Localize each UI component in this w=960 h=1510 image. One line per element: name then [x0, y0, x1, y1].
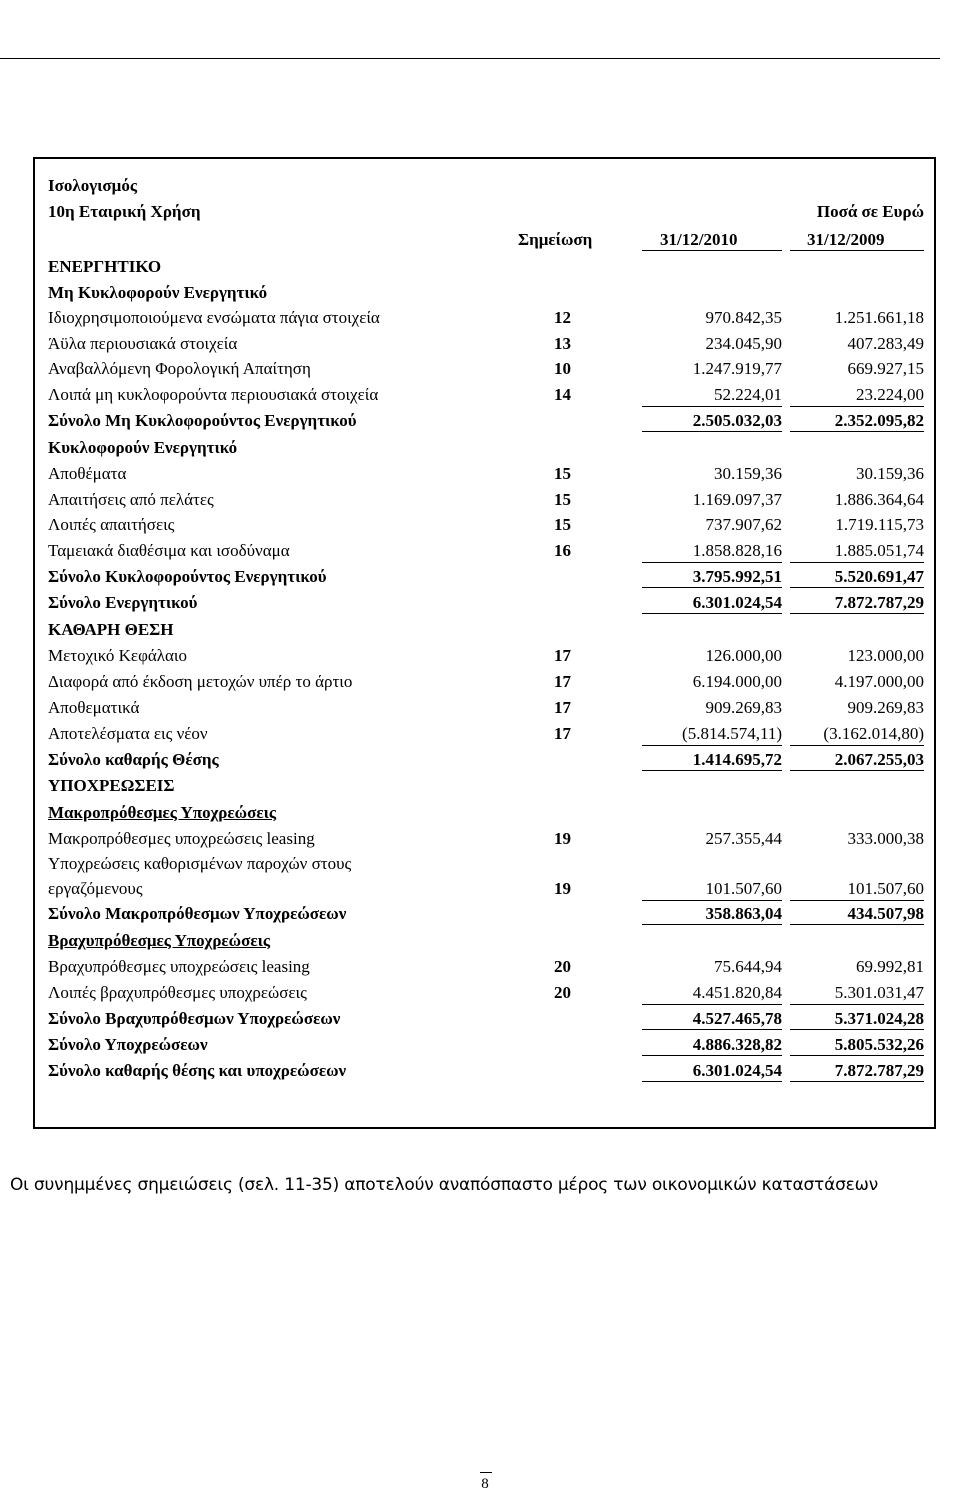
- row-note: 13: [554, 334, 571, 353]
- row-label: Άϋλα περιουσιακά στοιχεία: [48, 334, 238, 353]
- subtotal-rule: [642, 562, 782, 563]
- row-label: Μακροπρόθεσμες Υποχρεώσεις: [48, 803, 277, 822]
- row-note: 20: [554, 957, 571, 976]
- footer-note: Οι συνημμένες σημειώσεις (σελ. 11-35) αποτελούν αναπόσπαστο μέρος των οικονομικών καταστάσεων: [10, 1175, 878, 1195]
- row-value-2010: (5.814.574,11): [682, 724, 782, 743]
- statement-subtitle: 10η Εταιρική Χρήση: [48, 202, 201, 221]
- row-label: Μετοχικό Κεφάλαιο: [48, 646, 188, 665]
- row-note: 20: [554, 983, 571, 1002]
- subtotal-rule: [642, 1004, 782, 1005]
- row-value-2009: 7.872.787,29: [790, 590, 924, 616]
- table-row: [48, 643, 924, 669]
- row-value-2009: 2.352.095,82: [790, 408, 924, 434]
- row-label: εργαζόμενους: [48, 879, 143, 898]
- row-value-2010: 4.527.465,78: [642, 1006, 782, 1032]
- table-row: [48, 980, 924, 1006]
- row-label: Σύνολο Υποχρεώσεων: [48, 1035, 208, 1054]
- row-value-2009: 123.000,00: [847, 646, 924, 665]
- row-note: 16: [554, 541, 571, 560]
- row-value-2010: 6.301.024,54: [642, 1058, 782, 1084]
- subtotal-rule: [642, 745, 782, 746]
- row-value-2009: 4.197.000,00: [834, 672, 924, 691]
- row-label: Σύνολο Μακροπρόθεσμων Υποχρεώσεων: [48, 904, 347, 923]
- row-value-2010: 4.886.328,82: [642, 1032, 782, 1058]
- subtotal-rule: [790, 1004, 924, 1005]
- page-number: 8: [470, 1476, 500, 1493]
- row-label: Λοιπές βραχυπρόθεσμες υποχρεώσεις: [48, 983, 307, 1002]
- row-value-2010: 1.247.919,77: [692, 359, 782, 378]
- table-row: [48, 254, 924, 280]
- table-row: [48, 564, 924, 590]
- row-label: Λοιπές απαιτήσεις: [48, 515, 175, 534]
- company-name: ΑΚΑΡΠΟΡΤ Α.Ε.: [8, 22, 171, 46]
- table-row: [48, 280, 924, 306]
- row-value-2010: 1.169.097,37: [692, 490, 782, 509]
- subtotal-rule: [790, 406, 924, 407]
- row-note: 17: [554, 698, 571, 717]
- row-value-2009: 909.269,83: [847, 698, 924, 717]
- table-row: [48, 747, 924, 773]
- row-value-2010: 1.858.828,16: [692, 541, 782, 560]
- row-value-2009: 5.301.031,47: [834, 983, 924, 1002]
- row-label: Αποθέματα: [48, 464, 127, 483]
- row-value-2010: 30.159,36: [714, 464, 782, 483]
- column-header-2010: 31/12/2010: [660, 230, 738, 249]
- table-row: [48, 954, 924, 980]
- title-line-2-prefix: ΤΗΣ 31: [674, 39, 739, 60]
- row-value-2010: 234.045,90: [705, 334, 782, 353]
- row-value-2010: 6.301.024,54: [642, 590, 782, 616]
- row-value-2009: 333.000,38: [847, 829, 924, 848]
- row-label: Σύνολο Ενεργητικού: [48, 593, 198, 612]
- row-value-2010: 970.842,35: [705, 308, 782, 327]
- row-label: ΕΝΕΡΓΗΤΙΚΟ: [48, 257, 162, 276]
- column-rule-2009: [790, 250, 924, 251]
- row-note: 12: [554, 308, 571, 327]
- row-value-2009: 1.885.051,74: [834, 541, 924, 560]
- row-value-2009: 5.805.532,26: [790, 1032, 924, 1058]
- title-line-1: ΟΙΚΟΝΟΜΙΚΕΣ ΚΑΤΑΣΤΑΣΕΙΣ: [617, 4, 930, 28]
- table-row: [48, 305, 924, 331]
- row-value-2010: 1.414.695,72: [642, 747, 782, 773]
- table-row: [48, 1058, 924, 1084]
- row-label: Βραχυπρόθεσμες υποχρεώσεις leasing: [48, 957, 310, 976]
- row-note: 17: [554, 672, 571, 691]
- table-row: [48, 901, 924, 927]
- table-row: [48, 538, 924, 564]
- statement-title: Ισολογισμός: [48, 176, 137, 195]
- row-label: Μακροπρόθεσμες υποχρεώσεις leasing: [48, 829, 315, 848]
- table-row: [48, 851, 924, 877]
- row-note: 10: [554, 359, 571, 378]
- header-rule: [0, 58, 940, 59]
- row-value-2009: 5.371.024,28: [790, 1006, 924, 1032]
- table-row: [48, 669, 924, 695]
- table-row: [48, 408, 924, 434]
- table-row: [48, 1032, 924, 1058]
- title-line-2-superscript: ΗΣ: [738, 38, 754, 50]
- row-value-2010: 75.644,94: [714, 957, 782, 976]
- table-row: [48, 928, 924, 954]
- row-value-2009: 669.927,15: [847, 359, 924, 378]
- row-value-2010: 737.907,62: [705, 515, 782, 534]
- row-label: Ιδιοχρησιμοποιούμενα ενσώματα πάγια στοιχεία: [48, 308, 380, 327]
- row-label: Κυκλοφορούν Ενεργητικό: [48, 438, 238, 457]
- row-note: 19: [554, 829, 571, 848]
- table-row: [48, 721, 924, 747]
- table-row: [48, 695, 924, 721]
- row-value-2009: 30.159,36: [856, 464, 924, 483]
- row-label: Μη Κυκλοφορούν Ενεργητικό: [48, 283, 268, 302]
- row-value-2009: 1.886.364,64: [834, 490, 924, 509]
- row-value-2009: 23.224,00: [856, 385, 924, 404]
- row-value-2010: 257.355,44: [705, 829, 782, 848]
- table-row: [48, 487, 924, 513]
- amounts-label: Ποσά σε Ευρώ: [816, 202, 924, 221]
- row-value-2009: 2.067.255,03: [790, 747, 924, 773]
- row-value-2010: 3.795.992,51: [642, 564, 782, 590]
- table-row: [48, 773, 924, 799]
- row-label: Σύνολο Μη Κυκλοφορούντος Ενεργητικού: [48, 411, 357, 430]
- row-value-2010: 2.505.032,03: [642, 408, 782, 434]
- row-label: Αποθεματικά: [48, 698, 140, 717]
- row-value-2010: 909.269,83: [705, 698, 782, 717]
- row-value-2009: 5.520.691,47: [790, 564, 924, 590]
- table-row: [48, 382, 924, 408]
- row-label: Υποχρεώσεις καθορισμένων παροχών στους: [48, 854, 352, 873]
- table-row: [48, 461, 924, 487]
- row-label: Αποτελέσματα εις νέον: [48, 724, 208, 743]
- row-value-2010: 4.451.820,84: [692, 983, 782, 1002]
- title-line-2-suffix: ΔΕΚΕΜΒΡΙΟΥ 2010: [757, 39, 930, 60]
- document-title: [618, 4, 930, 62]
- row-note: 15: [554, 490, 571, 509]
- table-row: [48, 800, 924, 826]
- row-label: Σύνολο καθαρής θέσης και υποχρεώσεων: [48, 1061, 347, 1080]
- column-header-note: Σημείωση: [518, 230, 593, 249]
- table-row: [48, 331, 924, 357]
- row-value-2010: 101.507,60: [705, 879, 782, 898]
- row-label: Διαφορά από έκδοση μετοχών υπέρ το άρτιο: [48, 672, 353, 691]
- row-label: Λοιπά μη κυκλοφορούντα περιουσιακά στοιχεία: [48, 385, 379, 404]
- table-row: [48, 876, 924, 902]
- row-label: Ταμειακά διαθέσιμα και ισοδύναμα: [48, 541, 290, 560]
- subtotal-rule: [642, 406, 782, 407]
- row-value-2010: 6.194.000,00: [692, 672, 782, 691]
- row-value-2009: 407.283,49: [847, 334, 924, 353]
- row-value-2010: 52.224,01: [714, 385, 782, 404]
- row-value-2009: 101.507,60: [847, 879, 924, 898]
- table-row: [48, 1006, 924, 1032]
- row-label: Αναβαλλόμενη Φορολογική Απαίτηση: [48, 359, 311, 378]
- row-note: 14: [554, 385, 571, 404]
- row-value-2009: 7.872.787,29: [790, 1058, 924, 1084]
- table-row: [48, 512, 924, 538]
- column-header-2009: 31/12/2009: [807, 230, 885, 249]
- subtotal-rule: [790, 562, 924, 563]
- table-row: [48, 435, 924, 461]
- row-note: 15: [554, 464, 571, 483]
- row-label: Σύνολο Βραχυπρόθεσμων Υποχρεώσεων: [48, 1009, 341, 1028]
- table-row: [48, 826, 924, 852]
- row-value-2010: 126.000,00: [705, 646, 782, 665]
- row-value-2009: 1.719.115,73: [835, 515, 924, 534]
- row-label: Απαιτήσεις από πελάτες: [48, 490, 214, 509]
- subtotal-rule: [790, 745, 924, 746]
- row-label: Βραχυπρόθεσμες Υποχρεώσεις: [48, 931, 271, 950]
- row-note: 15: [554, 515, 571, 534]
- row-note: 17: [554, 646, 571, 665]
- table-row: [48, 590, 924, 616]
- row-label: Σύνολο Κυκλοφορούντος Ενεργητικού: [48, 567, 327, 586]
- row-label: ΚΑΘΑΡΗ ΘΕΣΗ: [48, 620, 174, 639]
- row-value-2010: 358.863,04: [642, 901, 782, 927]
- table-row: [48, 617, 924, 643]
- row-value-2009: 434.507,98: [790, 901, 924, 927]
- row-label: Σύνολο καθαρής Θέσης: [48, 750, 219, 769]
- row-label: ΥΠΟΧΡΕΩΣΕΙΣ: [48, 776, 175, 795]
- row-value-2009: 1.251.661,18: [834, 308, 924, 327]
- row-note: 17: [554, 724, 571, 743]
- table-row: [48, 356, 924, 382]
- row-value-2009: 69.992,81: [856, 957, 924, 976]
- row-value-2009: (3.162.014,80): [823, 724, 924, 743]
- row-note: 19: [554, 879, 571, 898]
- column-rule-2010: [642, 250, 782, 251]
